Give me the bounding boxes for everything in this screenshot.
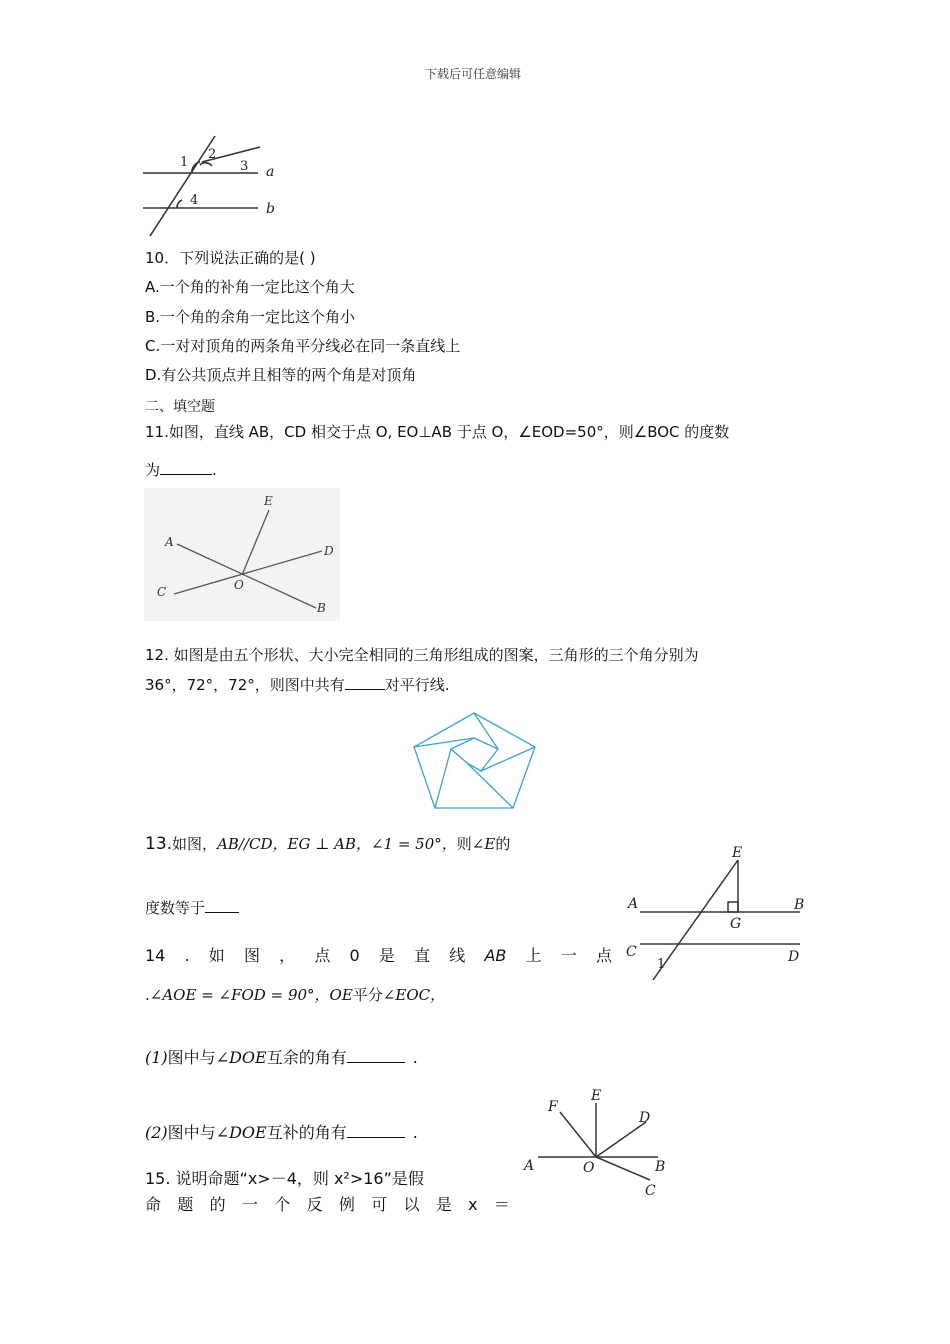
q10-option-b: B.一个角的余角一定比这个角小 [145,308,356,326]
q14-char: 一 [560,946,577,965]
q15-char: 反 [306,1195,323,1214]
fig9-label-a: a [266,164,275,180]
q15-char: 的 [209,1195,226,1214]
q14-sub1-post: 互余的角有 [266,1048,347,1067]
q12-line1: 12. 如图是由五个形状、大小完全相同的三角形组成的图案，三角形的三个角分别为 [145,646,699,664]
q15-char: 个 [274,1195,291,1214]
q10-option-d: D.有公共顶点并且相等的两个角是对顶角 [145,366,417,384]
q15-char: 可 [371,1195,388,1214]
q14-sub1-blank[interactable] [347,1050,405,1063]
q15-char: 以 [403,1195,420,1214]
q14-sub2-blank[interactable] [347,1125,405,1138]
figure-q13 [620,840,810,985]
q10-option-a: A.一个角的补角一定比这个角大 [145,278,355,296]
q14-sub1-end: . [412,1048,418,1067]
q13-math2: ∠E [471,835,496,853]
q15-char: x [468,1195,478,1214]
q14-char: 线 [449,946,466,965]
q14-char: 点 [595,946,612,965]
figure-parallel-lines [140,128,290,243]
q13-answer-blank[interactable] [205,900,239,913]
q13-math1: AB//CD，EG ⊥ AB，∠1 = 50°， [217,835,457,853]
q11-line2 [145,462,217,478]
q15-char: 题 [177,1195,194,1214]
fig13-label-C: C [626,944,637,960]
q14-sub1-text: 图中与 [167,1048,216,1067]
fig11-label-O: O [234,578,244,592]
fig13-label-G: G [730,916,742,932]
q14-sub1-math: ∠DOE [215,1048,267,1067]
q13-line2-text: 度数等于 [145,899,206,917]
fig11-label-E: E [264,494,273,508]
fig14-label-B: B [655,1159,666,1175]
q14-line2 [145,988,445,1003]
q12-prefix: 36°，72°，72°，则图中共有 [145,676,345,694]
q14-sub2-post: 互补的角有 [266,1123,347,1142]
q14-sub1-num: (1) [145,1048,168,1067]
q15-line2 [145,1197,510,1213]
page-header: 下载后可任意编辑 [425,67,522,81]
q15-char: 命 [145,1195,162,1214]
fig13-label-A: A [628,896,639,912]
q14-char: 上 [525,946,542,965]
q11-suffix: . [212,461,217,479]
fig9-label-3: 3 [240,159,249,174]
q14-char: . [184,946,190,965]
q10-option-c: C.一对对顶角的两条角平分线必在同一条直线上 [145,337,461,355]
fig14-label-A: A [524,1158,535,1174]
q14-char: 0 [349,946,360,965]
q13-line1 [145,836,510,853]
fig13-label-D: D [788,949,800,965]
fig11-label-D: D [324,544,334,558]
q12-answer-blank[interactable] [345,677,385,690]
fig9-label-b: b [266,201,275,217]
q15-line1: 15. 说明命题“x>－4，则 x²>16”是假 [145,1169,424,1188]
q14-char: ， [279,946,296,965]
fig9-label-2: 2 [208,147,217,162]
fig9-label-1: 1 [180,155,189,170]
fig14-label-O: O [583,1160,595,1176]
q13-text1: 如图， [172,835,218,853]
q14-char: 直 [414,946,431,965]
q14-sub2 [145,1125,418,1141]
fig11-label-A: A [165,535,174,549]
q13-text2: 则 [456,835,472,853]
fig11-label-C: C [157,585,167,599]
fig13-label-1: 1 [657,957,666,972]
figure-pentagon [410,710,540,812]
q14-char: AB [484,946,507,965]
q14-char: 图 [243,946,260,965]
q14-line2-dot: . [145,986,150,1004]
q14-line2-math: ∠AOE = ∠FOD = 90°，OE [149,986,353,1004]
q14-char: 14 [145,946,166,965]
fig14-label-F: F [548,1099,558,1115]
q15-char: 一 [241,1195,258,1214]
q14-sub2-math: ∠DOE [215,1123,267,1142]
q10-stem: 10．下列说法正确的是( ) [145,249,316,267]
q15-char: 例 [338,1195,355,1214]
fig11-label-B: B [317,601,326,615]
q11-line1: 11.如图，直线 AB，CD 相交于点 O, EO⊥AB 于点 O，∠EOD=50°，则∠BOC 的度数 [145,423,730,441]
q13-text3: 的 [495,835,511,853]
q14-line2-math2: ∠EOC， [382,986,446,1004]
section-title: 二、填空题 [145,399,215,415]
q12-suffix: 对平行线. [384,676,450,694]
figure-q11 [144,488,340,621]
q14-sub2-num: (2) [145,1123,168,1142]
q14-char: 点 [314,946,331,965]
q14-line1 [145,948,612,964]
q15-char: 是 [435,1195,452,1214]
fig9-label-4: 4 [190,193,199,208]
q13-number: 13. [145,834,173,854]
fig13-label-E: E [732,845,743,861]
fig14-label-E: E [591,1088,602,1104]
q11-answer-blank[interactable] [160,462,212,475]
figure-q14 [520,1085,680,1203]
q14-line2-text: 平分 [352,986,383,1004]
q14-sub2-end: . [412,1123,418,1142]
fig13-label-B: B [794,897,805,913]
fig14-label-C: C [645,1183,656,1199]
q14-char: 是 [378,946,395,965]
q13-line2 [145,900,239,916]
q12-line2 [145,677,450,693]
q11-prefix: 为 [145,461,161,479]
fig14-label-D: D [639,1110,651,1126]
q14-sub1 [145,1050,418,1066]
q15-char: ＝ [493,1195,510,1214]
q14-char: 如 [208,946,225,965]
q14-sub2-text: 图中与 [167,1123,216,1142]
